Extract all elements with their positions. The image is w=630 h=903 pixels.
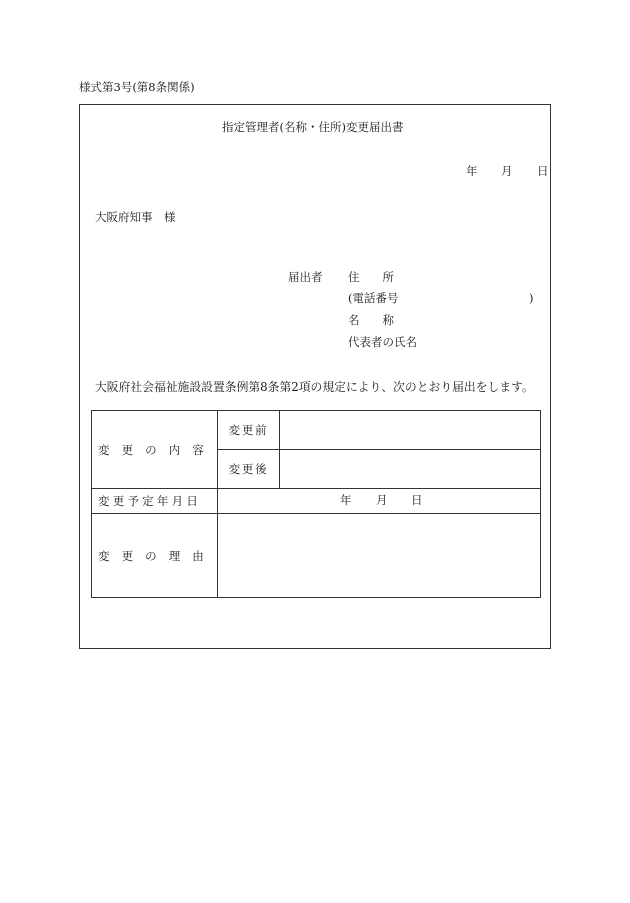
- applicant-address-label: 住 所: [348, 270, 394, 284]
- after-label: 変更後: [218, 450, 280, 489]
- applicant-phone-close: ): [529, 291, 534, 305]
- scheduled-date-field[interactable]: [218, 489, 541, 514]
- before-field[interactable]: [280, 411, 541, 450]
- applicant-representative-label: 代表者の氏名: [348, 335, 417, 349]
- scheduled-date-day: 日: [411, 493, 423, 507]
- change-table: [91, 410, 541, 598]
- scheduled-date-year: 年: [340, 493, 352, 507]
- applicant-label: 届出者: [288, 270, 323, 284]
- applicant-phone-label: (電話番号: [348, 291, 399, 305]
- date-month-label: 月: [501, 164, 513, 178]
- reason-field[interactable]: [218, 514, 541, 598]
- before-label: 変更前: [218, 411, 280, 450]
- document-title: 指定管理者(名称・住所)変更届出書: [222, 120, 404, 134]
- date-day-label: 日: [537, 164, 549, 178]
- addressee: 大阪府知事 様: [95, 210, 176, 224]
- scheduled-date-label: 変更予定年月日: [92, 489, 218, 514]
- reason-label: 変更の理由: [92, 514, 218, 598]
- scheduled-date-month: 月: [376, 493, 388, 507]
- after-field[interactable]: [280, 450, 541, 489]
- applicant-name-label: 名 称: [348, 313, 394, 327]
- form-number: 様式第3号(第8条関係): [79, 80, 195, 94]
- date-year-label: 年: [466, 164, 478, 178]
- change-content-label: 変更の内容: [92, 411, 218, 489]
- statement: 大阪府社会福祉施設設置条例第8条第2項の規定により、次のとおり届出をします。: [95, 380, 534, 394]
